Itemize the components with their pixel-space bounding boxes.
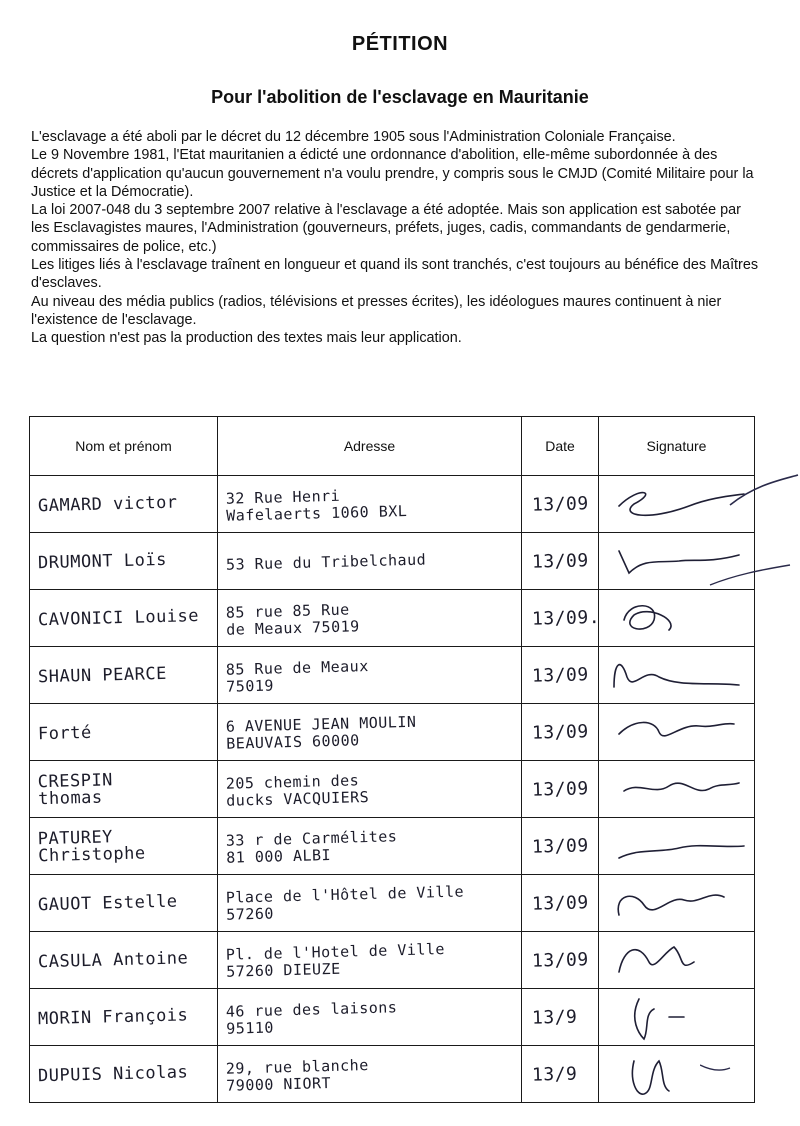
cell-date xyxy=(522,647,599,704)
cell-signature xyxy=(599,476,755,533)
cell-address xyxy=(218,647,522,704)
table-header-row xyxy=(30,417,755,476)
signer-address: 33 r de Carmélites 81 000 ALBI xyxy=(225,827,398,867)
table-row xyxy=(30,590,755,647)
cell-date xyxy=(522,590,599,647)
table-row xyxy=(30,818,755,875)
cell-date xyxy=(522,932,599,989)
cell-signature xyxy=(599,1046,755,1103)
cell-signature xyxy=(599,647,755,704)
handwritten-signature xyxy=(599,875,754,931)
handwritten-signature xyxy=(599,590,754,646)
cell-address xyxy=(218,476,522,533)
handwritten-signature xyxy=(599,989,754,1045)
cell-signature xyxy=(599,989,755,1046)
signer-name: GAUOT Estelle xyxy=(37,891,178,915)
signer-address: 32 Rue Henri Wafelaerts 1060 BXL xyxy=(225,486,408,525)
cell-name xyxy=(30,989,218,1046)
signature-date: 13/09 xyxy=(531,948,589,972)
table-row xyxy=(30,932,755,989)
handwritten-signature xyxy=(599,704,754,760)
cell-date xyxy=(522,989,599,1046)
signer-address: 205 chemin des ducks VACQUIERS xyxy=(225,771,370,810)
cell-signature xyxy=(599,875,755,932)
cell-date xyxy=(522,704,599,761)
cell-signature xyxy=(599,932,755,989)
petition-title: PÉTITION xyxy=(351,33,449,55)
cell-name xyxy=(30,818,218,875)
handwritten-signature xyxy=(599,1046,754,1102)
header-name: Nom et prénom xyxy=(30,417,218,476)
cell-date xyxy=(522,761,599,818)
signature-date: 13/09 xyxy=(531,492,589,516)
paragraph-4: Les litiges liés à l'esclavage traînent en longueur et quand ils sont tranchés, c'est toujours au bénéfice des Maîtres d'esclaves. xyxy=(31,257,759,292)
handwritten-signature xyxy=(599,932,754,988)
signer-name: Forté xyxy=(37,722,92,744)
header-address: Adresse xyxy=(218,417,522,476)
cell-date xyxy=(522,875,599,932)
cell-name xyxy=(30,1046,218,1103)
cell-signature xyxy=(599,590,755,647)
signature-date: 13/09 xyxy=(531,834,589,858)
signer-name: DRUMONT Loïs xyxy=(37,549,168,573)
signer-address: 53 Rue du Tribelchaud xyxy=(225,550,427,574)
signature-date: 13/9 xyxy=(531,1006,578,1029)
cell-address xyxy=(218,533,522,590)
signer-name: CRESPIN thomas xyxy=(37,770,114,810)
cell-address xyxy=(218,989,522,1046)
cell-name xyxy=(30,533,218,590)
signer-address: 29, rue blanche 79000 NIORT xyxy=(225,1056,369,1095)
signer-address: 85 rue 85 Rue de Meaux 75019 xyxy=(225,600,360,639)
cell-signature xyxy=(599,818,755,875)
handwritten-signature xyxy=(599,818,754,874)
cell-name xyxy=(30,761,218,818)
signer-address: Pl. de l'Hotel de Ville 57260 DIEUZE xyxy=(225,940,446,981)
cell-signature xyxy=(599,761,755,818)
paragraph-3: La loi 2007-048 du 3 septembre 2007 relative à l'esclavage a été adoptée. Mais son application est sabotée par les Esclavagistes maures, l'Administration (gouverneurs, préfets, juges, cadis, commandants de gendarmerie, commissaires de police, etc.) xyxy=(31,202,741,255)
signer-name: GAMARD victor xyxy=(37,492,178,516)
cell-signature xyxy=(599,533,755,590)
paragraph-5: Au niveau des média publics (radios, télévisions et presses écrites), les idéologues maures continuent à nier l'existence de l'esclavage. xyxy=(31,293,722,328)
cell-address xyxy=(218,761,522,818)
paragraph-2: Le 9 Novembre 1981, l'Etat mauritanien a édicté une ordonnance d'abolition, elle-même subordonnée à des décrets d'application qu'aucun gouvernement n'a voulu prendre, y compris sous le CMJD (Comité Militaire pour la Justice et la Démocratie). xyxy=(31,147,754,200)
signature-table xyxy=(29,416,755,1103)
signature-date: 13/09 xyxy=(531,549,589,573)
handwritten-signature xyxy=(599,647,754,703)
cell-name xyxy=(30,476,218,533)
signer-address: Place de l'Hôtel de Ville 57260 xyxy=(225,882,465,924)
cell-address xyxy=(218,1046,522,1103)
cell-date xyxy=(522,818,599,875)
table-row xyxy=(30,875,755,932)
cell-signature xyxy=(599,704,755,761)
table-row xyxy=(30,476,755,533)
cell-date xyxy=(522,1046,599,1103)
signature-date: 13/09 xyxy=(531,663,589,687)
signer-name: MORIN François xyxy=(37,1004,189,1029)
signature-date: 13/9 xyxy=(531,1063,578,1086)
signature-date: 13/09 xyxy=(531,720,589,744)
cell-name xyxy=(30,647,218,704)
table-row xyxy=(30,761,755,818)
petition-body xyxy=(31,128,761,348)
signer-name: CAVONICI Louise xyxy=(37,605,200,630)
cell-address xyxy=(218,875,522,932)
cell-name xyxy=(30,932,218,989)
cell-name xyxy=(30,704,218,761)
table-row xyxy=(30,989,755,1046)
cell-name xyxy=(30,875,218,932)
table-row xyxy=(30,1046,755,1103)
cell-address xyxy=(218,818,522,875)
signer-address: 6 AVENUE JEAN MOULIN BEAUVAIS 60000 xyxy=(225,712,417,753)
signer-name: DUPUIS Nicolas xyxy=(37,1061,189,1086)
signature-date: 13/09. xyxy=(531,606,601,630)
handwritten-signature xyxy=(599,476,754,532)
cell-address xyxy=(218,590,522,647)
paragraph-1: L'esclavage a été aboli par le décret du 12 décembre 1905 sous l'Administration Coloniale Française. xyxy=(31,129,676,145)
cell-name xyxy=(30,590,218,647)
signature-date: 13/09 xyxy=(531,777,589,801)
petition-subtitle: Pour l'abolition de l'esclavage en Mauritanie xyxy=(211,87,589,107)
table-row xyxy=(30,704,755,761)
table-row xyxy=(30,533,755,590)
signer-name: SHAUN PEARCE xyxy=(37,663,168,687)
header-date: Date xyxy=(522,417,599,476)
signer-address: 46 rue des laisons 95110 xyxy=(225,998,398,1038)
signer-address: 85 Rue de Meaux 75019 xyxy=(225,657,369,696)
cell-address xyxy=(218,932,522,989)
handwritten-signature xyxy=(599,761,754,817)
cell-date xyxy=(522,533,599,590)
handwritten-signature xyxy=(599,533,754,589)
paragraph-6: La question n'est pas la production des textes mais leur application. xyxy=(31,330,462,347)
signer-name: PATUREY Christophe xyxy=(37,827,146,867)
signature-date: 13/09 xyxy=(531,891,589,915)
signer-name: CASULA Antoine xyxy=(37,947,189,972)
table-row xyxy=(30,647,755,704)
cell-date xyxy=(522,476,599,533)
header-signature: Signature xyxy=(599,417,755,476)
cell-address xyxy=(218,704,522,761)
